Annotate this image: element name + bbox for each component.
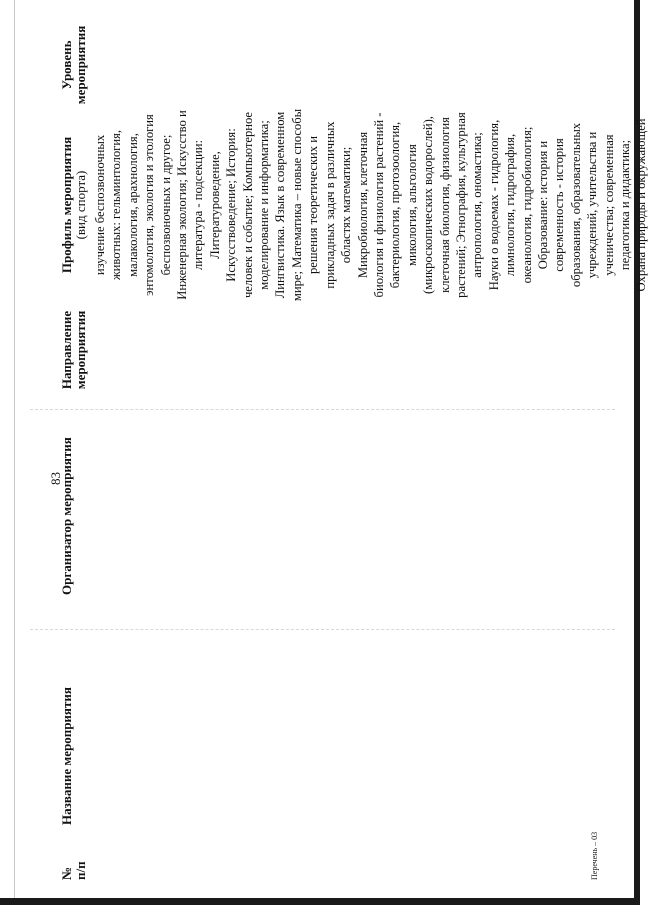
profile-line: учреждений, учительства и [585, 131, 600, 279]
scan-border-bottom [0, 898, 640, 905]
column-guide [30, 628, 615, 630]
header-organizer: Организатор мероприятия [59, 437, 74, 595]
profile-line: мире; Математика – новые способы [289, 108, 304, 302]
profile-line: человек и событие; Компьютерное [240, 111, 255, 299]
profile-line: Образование: история и [535, 140, 550, 270]
profile-text [92, 40, 650, 370]
header-direction: Направление мероприятия [59, 310, 88, 390]
scan-edge-line [14, 0, 15, 905]
footer-note: Перечень – 03 [590, 831, 599, 880]
profile-line: беспозвоночных и другое; [158, 134, 173, 276]
profile-line: моделирование и информатика; [257, 120, 272, 290]
profile-line: лимнология, гидрография, [503, 133, 518, 277]
profile-line: изучение беспозвоночных [93, 134, 107, 276]
page-number: 83 [48, 472, 63, 485]
header-num: № п/п [59, 861, 88, 880]
profile-line: клеточная биология, физиология [437, 117, 452, 293]
profile-line: прикладных задач в различных [322, 121, 337, 289]
profile-line: микология, альгология [404, 144, 419, 266]
profile-line: бактериология, протозоология, [388, 121, 403, 289]
profile-line: Инженерная экология; Искусство и [175, 110, 190, 300]
profile-line: Искусствоведение; История: [224, 128, 239, 282]
header-profile: Профиль мероприятия (вид спорта) [59, 136, 88, 274]
profile-line: педагогика и дидактика; [618, 139, 632, 271]
profile-line: современность - история [552, 138, 567, 272]
profile-line: Микробиология, клеточная [355, 131, 370, 279]
profile-line: литература - подсекции: [191, 140, 206, 270]
header-name: Название мероприятия [59, 687, 74, 825]
profile-line: Охрана природы и окружающей [634, 118, 649, 292]
profile-line: образования, образовательных [568, 122, 583, 288]
profile-line: решения теоретических и [306, 136, 321, 274]
profile-line: антропология, ономастика; [470, 132, 485, 278]
profile-line: (микроскопических водорослей), [421, 116, 436, 294]
profile-line: животных: гельминтология, [109, 129, 124, 281]
profile-line: областях математики; [339, 146, 354, 264]
profile-line: малакология, арахнология, [125, 133, 140, 277]
profile-line: Лингвистика. Язык в современном [273, 111, 288, 299]
profile-line: энтомология, экология и этология [142, 114, 157, 296]
rotated-page [30, 20, 649, 880]
column-guide [30, 408, 615, 410]
profile-line: биология и физиология растений - [371, 112, 386, 298]
profile-line: океанология, гидробиология; [519, 126, 534, 284]
profile-line: Литературоведение, [207, 151, 222, 259]
header-level: Уровень мероприятия [59, 25, 88, 105]
profile-line: растений; Этнография, культурная [453, 112, 468, 298]
profile-line: Науки о водоемах - гидрология, [486, 119, 501, 291]
profile-line: ученичества; современная [601, 134, 616, 276]
